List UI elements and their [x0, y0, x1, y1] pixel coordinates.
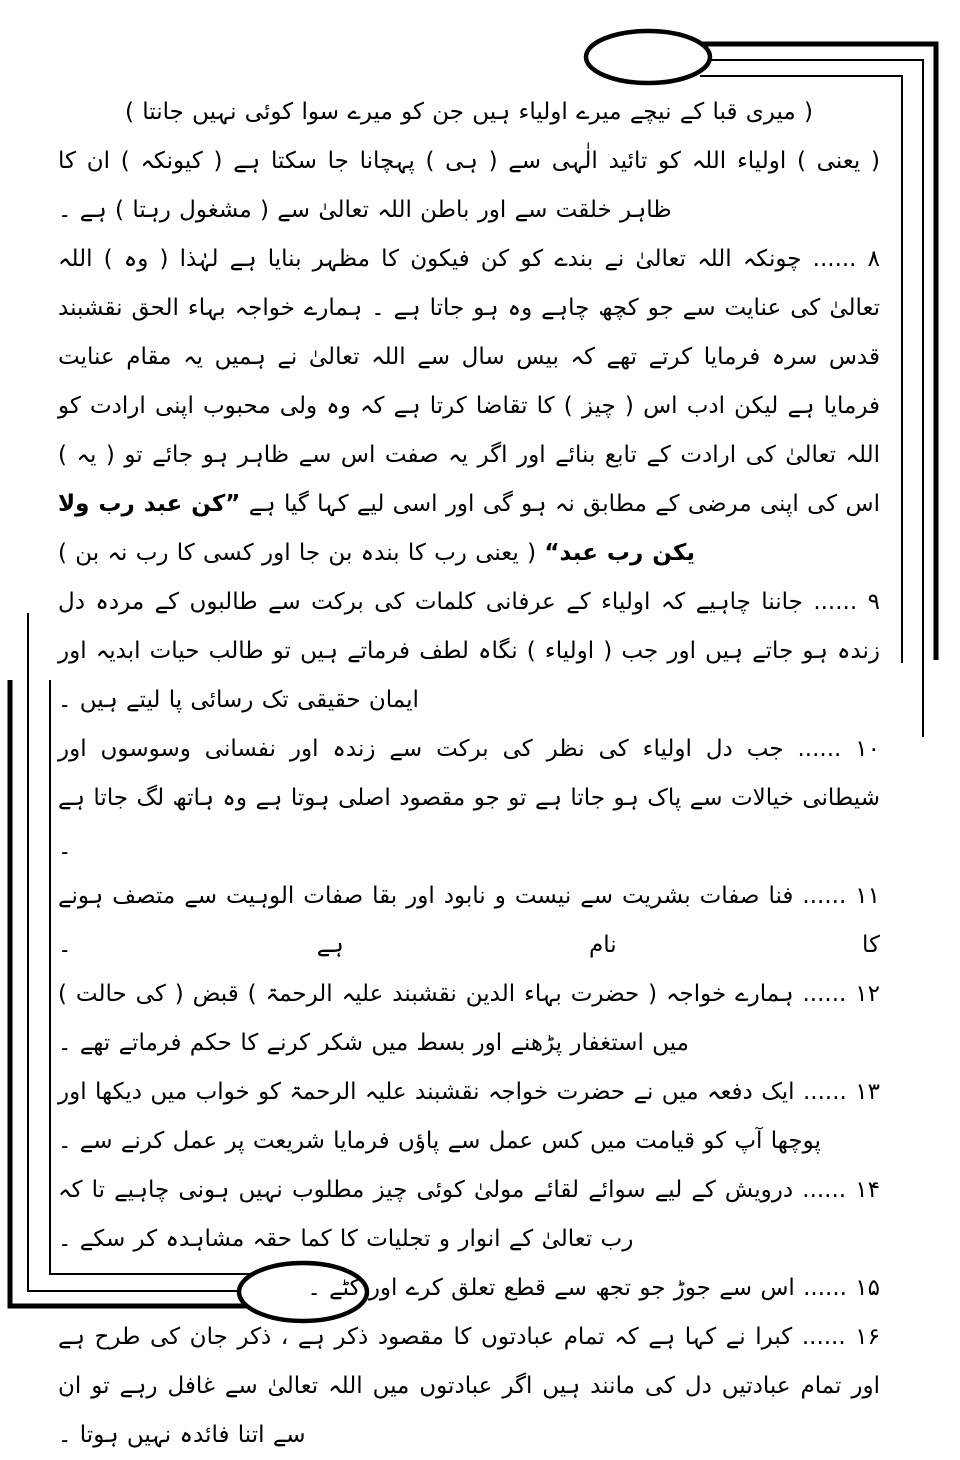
text-run: ۱۱ ...... فنا صفات بشریت سے نیست و نابود اور بقا صفات الوہیت سے متصف ہونے کا نام ہے ۔: [58, 883, 880, 958]
text-run: ۱۵ ...... اس سے جوڑ جو تجھ سے قطع تعلق کرے اور کٹے ۔: [307, 1275, 880, 1301]
bold-arabic-quote: ”کن عبد رب ولا یکن رب عبد“: [58, 491, 695, 566]
text-run: ( یعنی رب کا بندہ بن جا اور کسی کا رب نہ بن ): [58, 540, 545, 566]
text-run: ۱۶ ...... کبرا نے کہا ہے کہ تمام عبادتوں کا مقصود ذکر ہے ، ذکر جان کی طرح ہے اور تمام عبادتیں دل کی مانند ہیں اگر عبادتوں میں اللہ تعالیٰ سے غافل رہے تو ان سے اتنا فائدہ نہیں ہوتا ۔: [58, 1324, 880, 1448]
text-run: ۱۲ ...... ہمارے خواجہ ( حضرت بہاء الدین نقشبند علیہ الرحمۃ ) قبض ( کی حالت ) میں استغفار پڑھنے اور بسط میں شکر کرنے کا حکم فرماتے تھے ۔: [58, 981, 880, 1056]
paragraph-item-14: [58, 1166, 880, 1264]
top-right-ellipse-ornament: [586, 31, 710, 83]
paragraph-intro-yani: [58, 137, 880, 235]
text-run: ۹ ...... جاننا چاہیے کہ اولیاء کے عرفانی کلمات کی برکت سے طالبوں کے مردہ دل زندہ ہو جاتے ہیں اور جب ( اولیاء ) نگاہ لطف فرماتے ہیں تو طالب حیات ابدیہ اور ایمان حقیقی تک رسائی پا لیتے ہیں ۔: [58, 589, 880, 713]
text-run: ۱۳ ...... ایک دفعہ میں نے حضرت خواجہ نقشبند علیہ الرحمۃ کو خواب میں دیکھا اور پوچھا آپ کو قیامت میں کس عمل سے پاؤں فرمایا شریعت پر عمل کرنے سے ۔: [58, 1079, 880, 1154]
paragraph-item-9: [58, 578, 880, 725]
paragraph-item-13: [58, 1068, 880, 1166]
hadith-quote-line: ( میری قبا کے نیچے میرے اولیاء ہیں جن کو میرے سوا کوئی نہیں جانتا ): [124, 99, 814, 125]
text-run: ( یعنی ) اولیاء اللہ کو تائید الٰہی سے ( ہی ) پہچانا جا سکتا ہے ( کیونکہ ) ان کا ظاہر خلقت سے اور باطن اللہ تعالیٰ سے ( مشغول رہتا ) ہے ۔: [58, 148, 880, 223]
text-block: [58, 88, 880, 1460]
text-run: ۱۴ ...... درویش کے لیے سوائے لقائے مولیٰ کوئی چیز مطلوب نہیں ہونی چاہیے تا کہ رب تعالیٰ کے انوار و تجلیات کا کما حقہ مشاہدہ کر سکے ۔: [58, 1177, 880, 1252]
text-run: ۱۰ ...... جب دل اولیاء کی نظر کی برکت سے زندہ اور نفسانی وسوسوں اور شیطانی خیالات سے پاک ہو جاتا ہے تو جو مقصود اصلی ہوتا ہے وہ ہاتھ لگ جاتا ہے ۔: [58, 736, 880, 860]
paragraph-list: [58, 137, 880, 1460]
paragraph-item-16: [58, 1313, 880, 1460]
paragraph-item-12: [58, 970, 880, 1068]
paragraph-item-10: [58, 725, 880, 872]
text-run: ۸ ...... چونکہ اللہ تعالیٰ نے بندے کو کن فیکون کا مظہر بنایا ہے لہٰذا ( وہ ) اللہ تعالیٰ کی عنایت سے جو کچھ چاہے وہ ہو جاتا ہے ۔ ہمارے خواجہ بہاء الحق نقشبند قدس سرہ فرمایا کرتے تھے کہ بیس سال سے اللہ تعالیٰ نے ہمیں یہ مقام عنایت فرمایا ہے لیکن ادب اس ( چیز ) کا تقاضا کرتا ہے کہ وہ ولی محبوب اپنی ارادت کو اللہ تعالیٰ کی ارادت کے تابع بنائے اور اگر یہ صفت اس سے ظاہر ہو جائے تو ( یہ ) اس کی اپنی مرضی کے مطابق نہ ہو گی اور اسی لیے کہا گیا ہے: [58, 246, 881, 517]
paragraph-item-8: [58, 235, 880, 578]
paragraph-item-11: [58, 872, 880, 970]
paragraph-item-15: [58, 1264, 880, 1313]
